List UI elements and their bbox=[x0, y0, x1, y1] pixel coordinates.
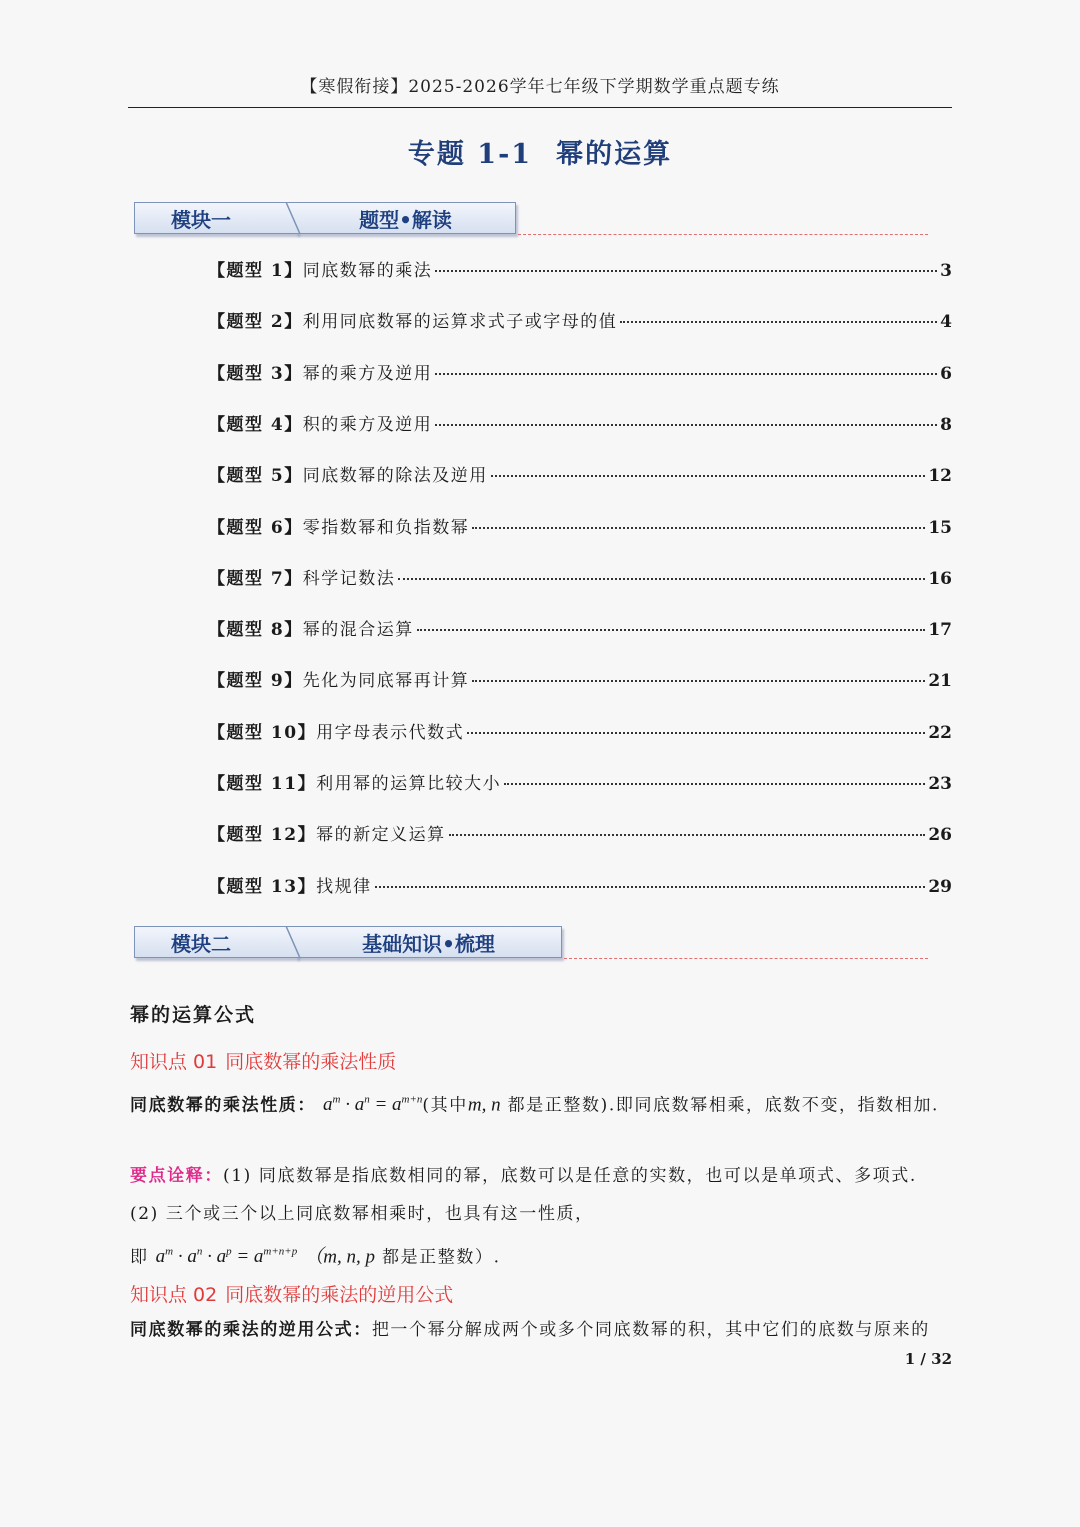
kp1-vars: m, n bbox=[467, 1094, 501, 1116]
note-label: 要点诠释： bbox=[130, 1166, 223, 1186]
toc-entry-label bbox=[208, 359, 432, 384]
toc-entry[interactable] bbox=[208, 410, 952, 436]
kp1-text: 都是正整数).即同底数幂相乘，底数不变，指数相加. bbox=[507, 1095, 940, 1116]
toc-entry-type: 【题型 6】 bbox=[208, 517, 303, 538]
toc-entry-type: 【题型 2】 bbox=[208, 312, 303, 333]
toc-leader-dots bbox=[472, 680, 925, 682]
kp1-property-label: 同底数幂的乘法性质： bbox=[130, 1095, 316, 1116]
toc-entry-type: 【题型 5】 bbox=[208, 466, 303, 487]
toc-leader-dots bbox=[375, 886, 926, 888]
kp2-title: 同底数幂的乘法的逆用公式 bbox=[225, 1284, 454, 1306]
page-title bbox=[0, 132, 1080, 171]
toc-entry-title: 幂的新定义运算 bbox=[316, 825, 446, 846]
toc-entry[interactable] bbox=[208, 564, 952, 590]
toc-entry-type: 【题型 11】 bbox=[208, 774, 317, 794]
toc-entry[interactable] bbox=[208, 820, 952, 846]
note-item-2-line bbox=[130, 1195, 952, 1233]
knowledge-point-02-heading bbox=[130, 1280, 453, 1307]
toc-leader-dots bbox=[472, 527, 925, 529]
toc-entry[interactable] bbox=[208, 615, 952, 641]
toc-entry-type: 【题型 7】 bbox=[208, 568, 303, 589]
toc-entry-type: 【题型 1】 bbox=[208, 261, 303, 281]
toc-leader-dots bbox=[491, 475, 926, 477]
toc-entry-page: 6 bbox=[940, 363, 952, 384]
note-item-3-prefix: 即 bbox=[130, 1247, 149, 1268]
kp1-paragraph bbox=[130, 1081, 952, 1124]
toc-entry-title: 利用同底数幂的运算求式子或字母的值 bbox=[302, 312, 618, 333]
toc-leader-dots bbox=[504, 783, 925, 785]
kp2-paragraph bbox=[130, 1311, 952, 1349]
toc-entry[interactable] bbox=[208, 256, 952, 282]
note-item-2: (2) 三个或三个以上同底数幂相乘时，也具有这一性质， bbox=[130, 1204, 594, 1224]
toc-leader-dots bbox=[435, 270, 937, 272]
toc-entry-type: 【题型 4】 bbox=[208, 414, 303, 435]
toc-entry[interactable] bbox=[208, 461, 952, 487]
module-one-tab: 模块一 bbox=[134, 202, 298, 234]
toc-leader-dots bbox=[435, 424, 937, 426]
toc-entry-page: 29 bbox=[928, 876, 952, 897]
toc-entry-page: 3 bbox=[940, 261, 952, 281]
toc-entry[interactable] bbox=[208, 872, 952, 898]
kp1-title: 同底数幂的乘法性质 bbox=[225, 1051, 397, 1073]
toc-entry-page: 23 bbox=[928, 774, 952, 794]
toc-leader-dots bbox=[449, 834, 926, 836]
page-number: 1 / 32 bbox=[904, 1350, 952, 1368]
module-one-banner bbox=[134, 202, 934, 236]
module-one-label: 题型•解读 bbox=[296, 202, 516, 234]
toc-entry-title: 同底数幂的乘法 bbox=[302, 261, 433, 281]
toc-entry-type: 【题型 12】 bbox=[208, 825, 317, 846]
toc-entry-label bbox=[208, 461, 488, 486]
note-item-3-line bbox=[130, 1233, 952, 1276]
toc-entry-title: 零指数幂和负指数幂 bbox=[302, 517, 470, 538]
toc-entry-page: 26 bbox=[928, 825, 952, 846]
toc-entry[interactable] bbox=[208, 666, 952, 692]
kp1-number: 知识点 01 bbox=[130, 1051, 218, 1073]
toc-entry-label bbox=[208, 718, 464, 743]
toc-leader-dots bbox=[417, 629, 926, 631]
toc-entry-label bbox=[208, 410, 432, 435]
note-item-1: (1) 同底数幂是指底数相同的幂，底数可以是任意的实数，也可以是单项式、多项式. bbox=[223, 1166, 917, 1186]
module-two-tab: 模块二 bbox=[134, 926, 298, 958]
knowledge-point-01-heading bbox=[130, 1047, 396, 1074]
toc-entry-type: 【题型 3】 bbox=[208, 363, 303, 384]
kp2-number: 知识点 02 bbox=[130, 1284, 218, 1306]
note-vars: （m, n, p bbox=[304, 1246, 375, 1268]
module-two-banner bbox=[134, 926, 934, 960]
toc-entry-title: 用字母表示代数式 bbox=[316, 722, 465, 743]
toc-entry-title: 利用幂的运算比较大小 bbox=[316, 774, 502, 794]
toc-entry-page: 8 bbox=[940, 414, 952, 435]
note-item-3-suffix: 都是正整数）. bbox=[381, 1247, 501, 1268]
toc-entry-title: 先化为同底幂再计算 bbox=[302, 671, 470, 692]
toc-entry-page: 16 bbox=[928, 568, 952, 589]
toc-entry-label bbox=[208, 872, 372, 897]
toc-entry-title: 幂的乘方及逆用 bbox=[302, 363, 433, 384]
toc-entry-label bbox=[208, 769, 501, 794]
module-two-label: 基础知识•梳理 bbox=[296, 926, 562, 958]
toc-leader-dots bbox=[435, 373, 937, 375]
toc-entry-type: 【题型 10】 bbox=[208, 722, 317, 743]
toc-entry-label bbox=[208, 307, 617, 332]
note-formula: $a^m \cdot a^n \cdot a^p = a^{m+n+p}$ bbox=[155, 1246, 298, 1268]
toc-leader-dots bbox=[398, 578, 925, 580]
toc-entry-label bbox=[208, 615, 414, 640]
toc-entry-label bbox=[208, 820, 446, 845]
toc-entry-page: 15 bbox=[928, 517, 952, 538]
module-two-dashline bbox=[564, 958, 928, 959]
toc-entry-page: 22 bbox=[928, 722, 952, 743]
toc-entry-page: 12 bbox=[928, 466, 952, 487]
toc-entry-label bbox=[208, 256, 432, 281]
toc-entry-type: 【题型 8】 bbox=[208, 620, 303, 641]
kp1-formula-tail: (其中 bbox=[422, 1095, 468, 1116]
kp2-label: 同底数幂的乘法的逆用公式： bbox=[130, 1320, 372, 1340]
header-rule bbox=[128, 107, 952, 108]
toc-entry-label bbox=[208, 666, 469, 691]
title-number: 专题 1-1 bbox=[407, 139, 533, 170]
toc-entry-title: 找规律 bbox=[316, 876, 372, 897]
toc-entry[interactable] bbox=[208, 513, 952, 539]
toc-entry-page: 4 bbox=[940, 312, 952, 333]
toc-entry-title: 科学记数法 bbox=[302, 568, 396, 589]
kp1-formula: $a^m \cdot a^n = a^{m+n}$ bbox=[323, 1094, 423, 1116]
module-divider-slash-icon bbox=[284, 926, 304, 958]
toc-entry[interactable] bbox=[208, 769, 952, 795]
module-divider-slash-icon bbox=[284, 202, 304, 234]
module-one-dashline bbox=[518, 234, 928, 235]
toc-entry-title: 积的乘方及逆用 bbox=[302, 414, 433, 435]
toc-entry-type: 【题型 13】 bbox=[208, 876, 317, 897]
note-paragraph bbox=[130, 1157, 952, 1195]
toc-entry-title: 幂的混合运算 bbox=[302, 620, 414, 641]
toc-leader-dots bbox=[467, 732, 925, 734]
toc-entry-page: 21 bbox=[928, 671, 952, 692]
kp2-text: 把一个幂分解成两个或多个同底数幂的积，其中它们的底数与原来的 bbox=[371, 1320, 930, 1340]
toc-entry-label bbox=[208, 513, 469, 538]
toc-entry-type: 【题型 9】 bbox=[208, 671, 303, 692]
toc-entry[interactable] bbox=[208, 718, 952, 744]
title-name: 幂的运算 bbox=[556, 139, 673, 170]
running-header: 【寒假衔接】2025-2026学年七年级下学期数学重点题专练 bbox=[300, 77, 780, 97]
toc-leader-dots bbox=[620, 321, 937, 323]
section-heading: 幂的运算公式 bbox=[130, 1004, 257, 1026]
toc-entry[interactable] bbox=[208, 359, 952, 385]
toc-entry-page: 17 bbox=[928, 620, 952, 641]
toc-entry-label bbox=[208, 564, 395, 589]
toc-entry-title: 同底数幂的除法及逆用 bbox=[302, 466, 488, 487]
toc-entry[interactable] bbox=[208, 307, 952, 333]
